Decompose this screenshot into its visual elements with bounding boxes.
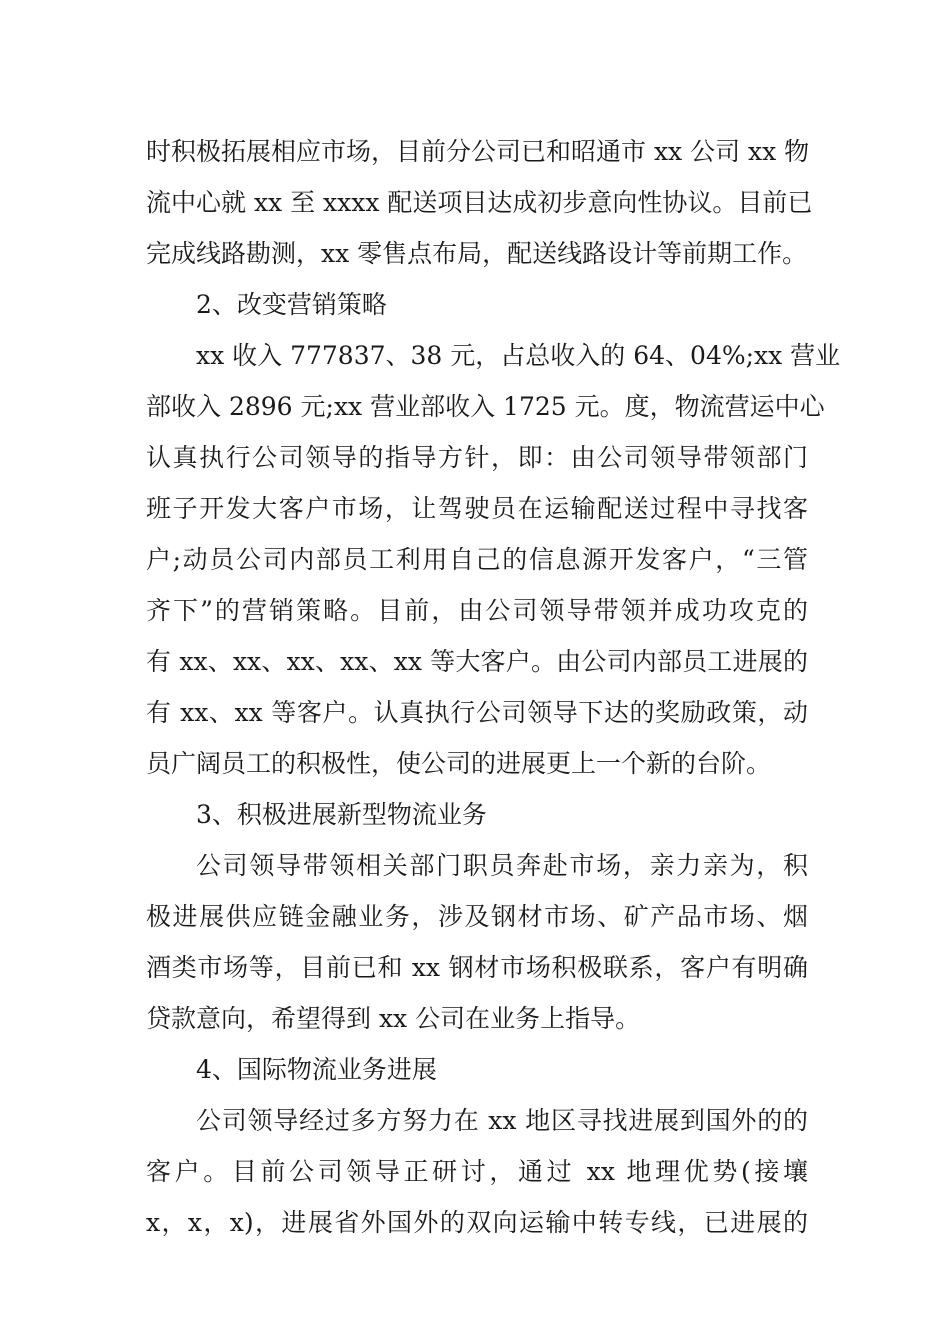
section-heading: 3、积极进展新型物流业务 <box>196 800 487 829</box>
text-line: 客户。目前公司领导正研讨，通过 xx 地理优势(接壤 <box>146 1157 808 1186</box>
text-line: 有 xx、xx 等客户。认真执行公司领导下达的奖励政策，动 <box>146 698 808 727</box>
text-line: x，x，x)，进展省外国外的双向运输中转专线，已进展的 <box>146 1208 808 1237</box>
text-line: 极进展供应链金融业务，涉及钢材市场、矿产品市场、烟 <box>146 902 808 931</box>
text-line: 户;动员公司内部员工利用自己的信息源开发客户，“三管 <box>146 545 808 574</box>
text-line: 员广阔员工的积极性，使公司的进展更上一个新的台阶。 <box>146 749 772 778</box>
section-heading: 2、改变营销策略 <box>196 290 387 319</box>
text-line: 班子开发大客户市场，让驾驶员在运输配送过程中寻找客 <box>146 494 808 523</box>
text-line: 齐下”的营销策略。目前，由公司领导带领并成功攻克的 <box>146 596 808 625</box>
text-line: 酒类市场等，目前已和 xx 钢材市场积极联系，客户有明确 <box>146 953 808 982</box>
text-line: 部收入 2896 元;xx 营业部收入 1725 元。度，物流营运中心 <box>146 392 825 421</box>
text-line: 有 xx、xx、xx、xx、xx 等大客户。由公司内部员工进展的 <box>146 647 808 676</box>
text-line: 认真执行公司领导的指导方针，即：由公司领导带领部门 <box>146 443 808 472</box>
document-body <box>146 126 841 1248</box>
text-line: 流中心就 xx 至 xxxx 配送项目达成初步意向性协议。目前已 <box>146 188 813 217</box>
text-line: 公司领导经过多方努力在 xx 地区寻找进展到国外的的 <box>196 1106 808 1135</box>
text-line: 公司领导带领相关部门职员奔赴市场，亲力亲为，积 <box>196 851 808 880</box>
text-line: xx 收入 777837、38 元，占总收入的 64、04%;xx 营业 <box>196 341 841 370</box>
section-heading: 4、国际物流业务进展 <box>196 1055 437 1084</box>
text-line: 完成线路勘测，xx 零售点布局，配送线路设计等前期工作。 <box>146 239 808 268</box>
text-line: 贷款意向，希望得到 xx 公司在业务上指导。 <box>146 1004 641 1033</box>
text-line: 时积极拓展相应市场，目前分公司已和昭通市 xx 公司 xx 物 <box>146 137 810 166</box>
